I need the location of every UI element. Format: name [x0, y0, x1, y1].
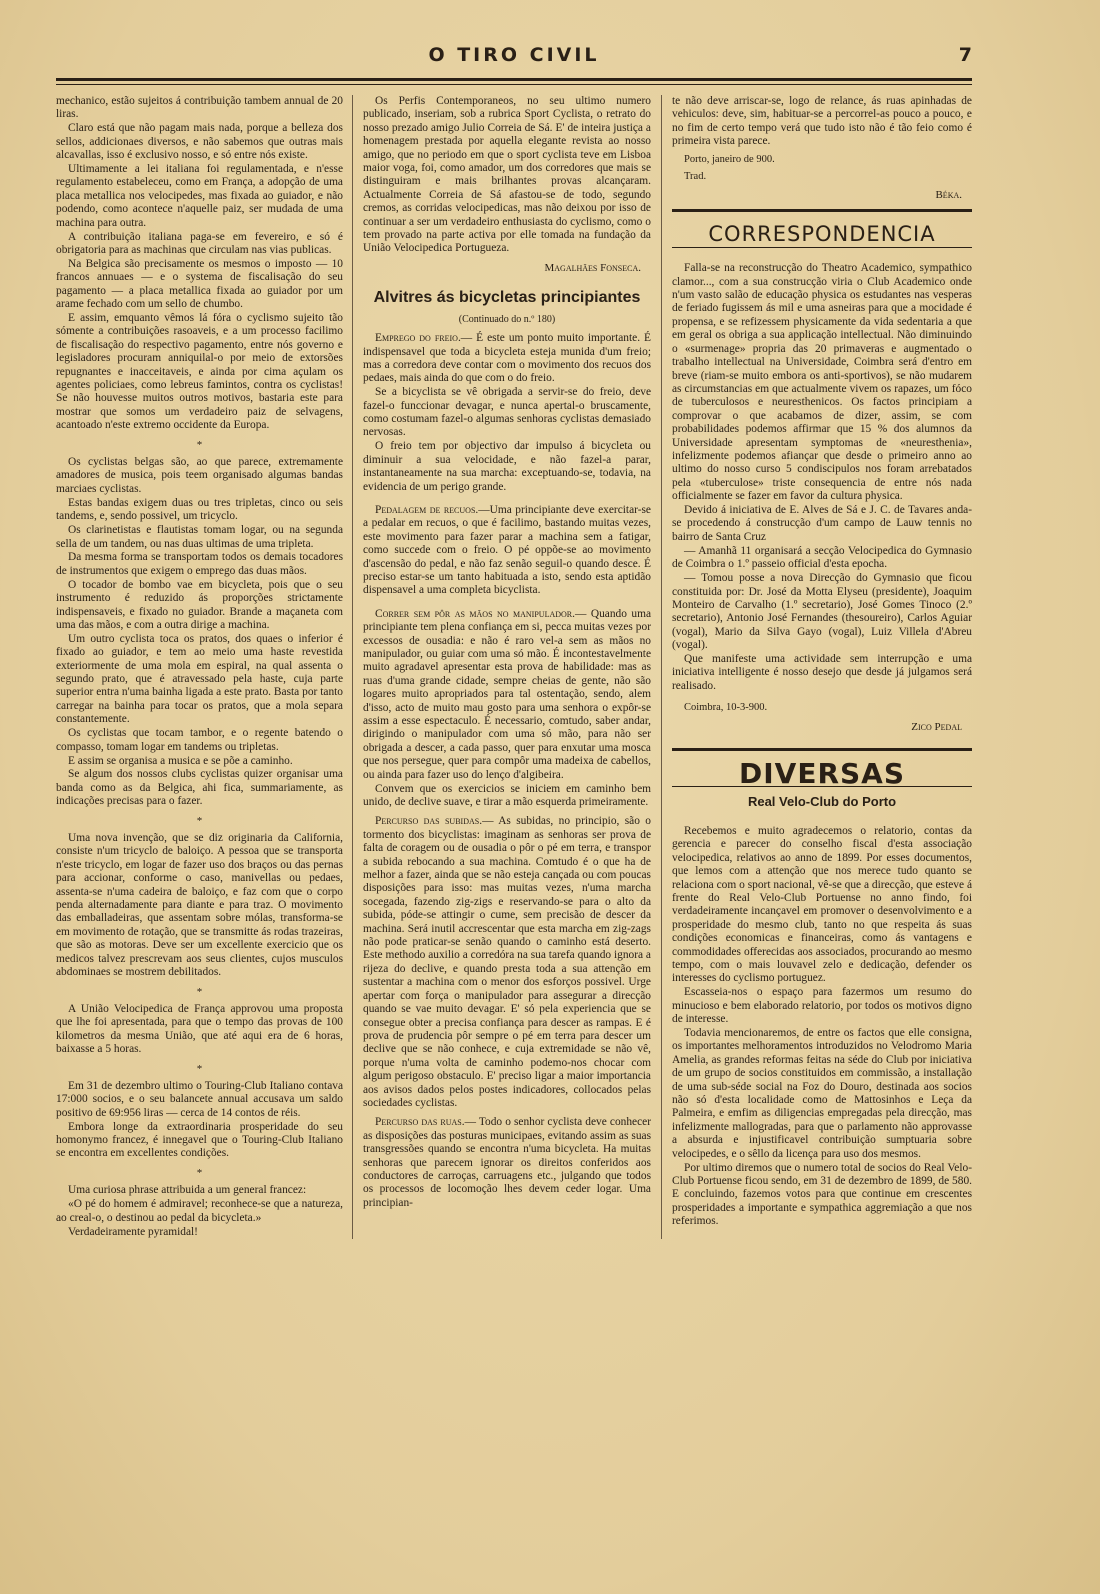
paragraph: Da mesma forma se transportam todos os demais tocadores de instrumentos que exigem o emprego das duas mãos. [56, 551, 343, 577]
paragraph [363, 608, 651, 782]
paragraph: mechanico, estão sujeitos á contribuição tambem annual de 20 liras. [56, 95, 343, 121]
paragraph-lead: Percurso das ruas. [375, 1116, 465, 1129]
paragraph: Se a bicyclista se vê obrigada a servir-se do freio, deve fazel-o funccionar devagar, e nunca apertal-o bruscamente, como costumam fazel-o algumas senhoras cyclistas demasiado nervosas. [363, 386, 651, 439]
paragraph: O tocador de bombo vae em bicycleta, pois que o seu instrumento é reduzido ás proporções strictamente indispensaveis, e fixado no guiador. Brande a maçaneta com uma das mãos, e com a outra dirige a machina. [56, 578, 343, 631]
paragraph: te não deve arriscar-se, logo de relance, ás ruas apinhadas de vehiculos: deve, sim, habituar-se a percorrel-as pouco a pouco, e no fim de certo tempo verá que tudo isto não é tão feio como é primeira vista parece. [672, 95, 972, 148]
section-separator: * [196, 985, 203, 998]
paragraph: Convem que os exercicios se iniciem em caminho bem unido, de declive suave, e tirar a mão esquerda primeiramente. [363, 782, 651, 808]
paragraph-body: — As subidas, no principio, são o tormento dos bicyclistas: imaginam as senhoras ser prova de falta de coragem ou de ousadia o pôr o pé em terra, e transpor a subida rebocando a sua machina. Comtudo é o que ha de melhor a fazer, ainda que se não esteja cançada ou com poucas disposições para isso: mas muitas vezes, n'uma marcha socegada, fazendo zig-zigs e reservando-se para o alto da subida, póde-se attingir o cume, sem precisão de descer da machina. Será inutil accrescentar que esta marcha em zig-zags não pode praticar-se senão quando o caminho está deserto. Este methodo auxilio a corredóra na sua tarefa quando ignora a rijeza do declive, e quando presta toda a sua attenção em sustentar a machina com o menor dos esforços possivel. Urge apertar com força o manipulador para assegurar a direcção quando se vae muito devagar. E' só pela experiencia que se consegue obter a precisa confiança para descer as rampas. E é prova de prudencia pôr sempre o pé em terra para descer um declive que se não conhece, e cuja extremidade se não vê, porque n'uma volta de caminho podemo-nos chocar com algum perigoso obstaculo. E' preciso ligar a maior importancia aos avisos dados pelos postes indicadores, collocados pelas sociedades cyclistas. [363, 815, 651, 1109]
paragraph: Um outro cyclista toca os pratos, dos quaes o inferior é fixado ao guiador, e tem ao meio uma haste revestida exteriormente de uma mola em espiral, na qual assenta o segundo prato, que é atravessado pela haste, cuja parte superior entra n'uma bainha ligada a este prato. Basta por tanto carregar na bainha para tocar os pratos, que a mola separa constantemente. [56, 632, 343, 726]
article-title: Alvitres ás bicycletas principiantes [373, 289, 641, 307]
header-rule [56, 78, 972, 85]
paragraph: Escasseia-nos o espaço para fazermos um resumo do minucioso e bem elaborado relatorio, por todos os motivos digno de interesse. [672, 986, 972, 1026]
paragraph: Verdadeiramente pyramidal! [68, 1225, 198, 1238]
paragraph: A União Velocipedica de França approvou uma proposta que lhe foi apresentada, para que o tempo das provas de 100 kilometros da mesma União, que até aqui era de 6 horas, baixasse a 5 horas. [56, 1002, 343, 1056]
paragraph: Na Belgica são precisamente os mesmos o imposto — 10 francos annuaes — e o systema de fiscalisação do seu pagamento — a placa metallica fixada ao guiador por um arame fechado com um sello de chumbo. [56, 257, 343, 311]
dateline: Coimbra, 10-3-900. [684, 702, 768, 714]
paragraph-lead: Emprego do freio. [375, 332, 461, 345]
paragraph: Ultimamente a lei italiana foi regulamentada, e n'esse regulamento estabeleceu, como em França, a adopção de uma placa metallica nos velocipedes, mas fixada ao guiador, e não podendo, como acontece n'aquelle paiz, ser mudada de uma machina para outra. [56, 163, 343, 229]
columns [56, 95, 972, 1239]
section-heading: CORRESPONDENCIA [708, 221, 936, 246]
author-signature: Béka. [935, 189, 962, 202]
column-1 [56, 95, 352, 1239]
paragraph: Se algum dos nossos clubs cyclistas quizer organisar uma banda como as da Belgica, ahi fica, summariamente, as indicações precisas para o fazer. [56, 768, 343, 808]
paragraph-body: — Quando uma principiante tem plena confiança em si, pecca muitas vezes por excessos de ousadia: e não é raro vel-a sem as mãos no manipulador, ou guiar com uma só mão. É incontestavelmente muito agradavel apresentar esta prova de habilidade: mas as ruas d'uma grande cidade, sempre cheias de gente, não são logares muito apropriados para tal ostentação, sendo, alem d'isso, acto de muito mau gosto para uma senhora o expôr-se assim a esse espectaculo. É necessario, comtudo, saber andar, dirigindo o manipulador com uma só mão, para não ser obrigada a descer, a cada passo, quer para enxutar uma mosca que nos persegue, quer para compôr uma madeixa de cabellos, ou ainda para fazer uso do lenço d'algibeira. [363, 607, 651, 781]
paragraph: Os clarinetistas e flautistas tomam logar, ou na segunda sella de um tandem, ou nas duas ultimas de uma tripleta. [56, 524, 343, 550]
paragraph: A contribuição italiana paga-se em fevereiro, e só é obrigatoria para as machinas que circulam nas vias publicas. [56, 230, 343, 256]
paragraph: Claro está que não pagam mais nada, porque a belleza dos sellos, addicionaes diversos, e não sabemos que outras mais alcavallas, isso é exclusivo nosso, e só entre nós existe. [56, 122, 343, 162]
page-number: 7 [958, 44, 972, 66]
paragraph-lead: Pedalagem de recuos. [375, 503, 479, 516]
paragraph-lead: Correr sem pôr as mãos no manipulador. [375, 607, 575, 620]
author-signature: Zico Pedal [911, 720, 962, 733]
section-separator: * [196, 1062, 203, 1075]
paragraph: Estas bandas exigem duas ou tres tripletas, cinco ou seis tandems, e, sendo possivel, um tricyclo. [56, 496, 343, 523]
section-rule [672, 748, 972, 751]
paragraph: Em 31 de dezembro ultimo o Touring-Club Italiano contava 17:000 socios, e o seu balancete annual accusava um saldo positivo de 69:956 liras — cerca de 14 contos de réis. [56, 1079, 343, 1119]
paragraph-body: —Uma principiante deve exercitar-se a pedalar em recuos, o que é facilimo, bastando muitas vezes, este movimento para fazer parar a machina sem a fatigar, como succede com o freio. O pé oppõe-se ao movimento d'ascensão do pedal, e não faz senão seguil-o quando desce. É preciso estar-se um tanto habituada a isto, sendo esta aptidão dispensavel a uma completa bicyclista. [363, 503, 651, 597]
article-subtitle: (Continuado do n.º 180) [458, 313, 556, 325]
paragraph [363, 504, 651, 598]
paragraph [363, 1116, 651, 1210]
column-3 [662, 95, 972, 1239]
article-title: Real Velo-Club do Porto [747, 794, 897, 810]
translator-note: Trad. [684, 171, 707, 183]
author-signature: Magalhães Fonseca. [544, 261, 641, 274]
paragraph-lead: Percurso das subidas. [375, 815, 483, 828]
paragraph: Recebemos e muito agradecemos o relatorio, contas da gerencia e parecer do conselho fiscal d'esta associação velocipedica, relativos ao anno de 1899. Por esses documentos, que lemos com a attenção que nos merece tudo quanto se relaciona com o sport nacional, vê-se que a direcção, que esteve á frente do Real Velo-Club Portuense no anno findo, foi verdadeiramente incançavel em promover o desenvolvimento e a prosperidade do mesmo club, tanto no que respeita ás suas condições economicas e financeiras, como ás vantagens e commodidades offerecidas aos associados, procurando ao mesmo tempo, com o mais louvavel zelo e dedicação, defender os interesses do cyclismo portuguez. [672, 824, 972, 985]
paragraph-body: — Todo o senhor cyclista deve conhecer as disposições das posturas municipaes, evitando assim as suas transgressões quando se encontra n'uma bicycleta. Ha muitas senhoras que parecem ignorar os direitos conferidos aos conductores de carroças, carruagens etc., julgando que todos os processos de locomoção lhes devem ceder logar. Uma principian- [363, 1116, 651, 1209]
paragraph: Todavia mencionaremos, de entre os factos que elle consigna, os importantes melhoramentos introduzidos no Velodromo Maria Amelia, as grandes reformas feitas na séde do Club por iniciativa de um grupo de socios constituidos em commissão, a installação de uma sub-séde social na Foz do Douro, destinada aos socios não só d'esta localidade como de Mattosinhos e Leça da Palmeira, e emfim as diligencias empregadas pela direcção, mas infelizmente mallogradas, para que o parlamento não approvasse a absurda e injustificavel contribuição sumptuaria sobre velocipedes, e o sêllo da licença para uso dos mesmos. [672, 1026, 972, 1160]
paragraph [363, 815, 651, 1110]
paragraph: Devido á iniciativa de E. Alves de Sá e J. C. de Tavares anda-se procedendo á construcção d'um campo de Lauw tennis no bairro de Santa Cruz [672, 504, 972, 543]
section-rule [672, 209, 972, 212]
paragraph: Falla-se na reconstrucção do Theatro Academico, sympathico clamor..., com a sua construcção viria o Club Academico onde n'um vasto salão de educação physica os estudantes nas vesperas de feriado fugissem ás mil e uma asneiras para que a mocidade é propensa, e se refizessem physicamente da vida sedentaria a que em geral os obriga a sua applicação intellectual. Não diminuindo o «surmenage» propria das 20 primaveras e augmentado o trabalho intellectual na Universidade, Coimbra será d'entro em breve (riam-se muito embora os anti-sportivos), se não mudarem as circumstancias em que actualmente vivem os rapazes, um fóco de tuberculosos e neuresthenicos. Os factos principiam a comprovar o que acabamos de dizer, assim, se com probabilidades podemos affirmar que 15 % dos alumnos da Universidade apresentam symptomas de «neuresthenia», infelizmente podemos afiançar que desde o primeiro anno ao ultimo do nosso curso 5 condiscipulos nos foram arrebatados pela «tuberculose» triste consequencia de entre nós nada officialmente se fazer em favor da cultura physica. [672, 262, 972, 503]
paragraph: E assim, emquanto vêmos lá fóra o cyclismo sujeito tão sómente a contribuições rasoaveis, e a um processo facilimo de fiscalisação do respectivo pagamento, entre nós governo e legisladores procuram anniquilal-o por meio de extorsões repugnantes e inacceitaveis, e ainda por cima açulam os agentes policiaes, como lebreus famintos, contra os cyclistas! Se não houvesse muitos outros motivos, bastaria este para mostrar que somos um verdadeiro paiz de selvagens, acantoado n'este extremo occidente da Europa. [56, 312, 343, 432]
section-heading: DIVERSAS [738, 757, 906, 791]
dateline: Porto, janeiro de 900. [684, 153, 775, 165]
paragraph: Os cyclistas que tocam tambor, e o regente batendo o compasso, tomam logar em tandems ou tripletas. [56, 727, 343, 753]
paragraph: Uma nova invenção, que se diz originaria da California, consiste n'um tricyclo de baloiço. A pessoa que se transporta n'este tricyclo, em logar de fazer uso dos braços ou das pernas para accionar, conforme o caso, manivellas ou pedaes, assenta-se n'uma cadeira de baloiço, e faz com que o corpo penda alternadamente para diante e para traz. O movimento das emballadeiras, que assentam sobre mólas, transforma-se em movimento de rotação, que se transmitte ás rodas trazeiras, que são as motoras. Deve ser um excellente exercicio que os medicos talvez prescrevam aos seus clientes, cujos musculos abdominaes se mostrem debilitados. [56, 832, 343, 979]
paragraph: Embora longe da extraordinaria prosperidade do seu homonymo francez, é innegavel que o Touring-Club Italiano se encontra em excellentes condições. [56, 1120, 343, 1160]
paragraph: Os Perfis Contemporaneos, no seu ultimo numero publicado, inseriam, sob a rubrica Sport Cyclista, o retrato do nosso prezado amigo Julio Correia de Sá. E' de inteira justiça a homenagem prestada por aquella elegante revista ao nosso amigo, que no periodo em que o sport cyclista teve em Lisboa maior voga, foi, como amador, um dos corredores que mais se distinguiram e mais brilhantes provas alcançaram. Actualmente Correia de Sá afastou-se de todo, segundo cremos, as corridas velocipedicas, mas não deixou por isso de continuar a ser um verdadeiro enthusiasta do cyclismo, como o tem provado na parte activa por elle tomada na fundação da União Velocipedica Portugueza. [363, 95, 651, 255]
section-separator: * [196, 1166, 203, 1179]
paragraph-body: — É este um ponto muito importante. É indispensavel que toda a bicycleta esteja munida d'um freio; mas a corredora deve contar com o movimento dos recuos dos pedaes, mais ainda do que com o do freio. [363, 332, 651, 385]
paragraph: Por ultimo diremos que o numero total de socios do Real Velo-Club Portuense ficou sendo, em 31 de dezembro de 1899, de 580. E concluindo, fazemos votos para que continue em crescentes prosperidades a importante e sympathica aggremiação a que nos referimos. [672, 1161, 972, 1228]
paragraph: Que manifeste uma actividade sem interrupção e uma iniciativa intelligente é nosso desejo que desde já julgamos será realisado. [672, 653, 972, 692]
paragraph: Uma curiosa phrase attribuida a um general francez: [68, 1184, 307, 1197]
paragraph: O freio tem por objectivo dar impulso á bicycleta ou diminuir a sua velocidade, e não fazel-a parar, instantaneamente na sua marcha: exceptuando-se, todavia, na evidencia de um perigo grande. [363, 440, 651, 493]
quotation: «O pé do homem é admiravel; reconhece-se que a natureza, ao creal-o, o destinou ao pedal da bicycleta.» [56, 1198, 343, 1224]
paragraph: E assim se organisa a musica e se põe a caminho. [68, 754, 293, 767]
paragraph: — Amanhã 11 organisará a secção Velocipedica do Gymnasio de Coimbra o 1.º passeio official d'esta epocha. [672, 544, 972, 571]
masthead [56, 44, 972, 76]
publication-title: O TIRO CIVIL [428, 44, 600, 66]
paragraph [363, 332, 651, 386]
column-2 [352, 95, 662, 1239]
paragraph: Os cyclistas belgas são, ao que parece, extremamente amadores de musica, pois teem organisado algumas bandas marciaes cyclistas. [56, 456, 343, 495]
section-separator: * [196, 814, 203, 827]
section-separator: * [196, 438, 203, 451]
paragraph: — Tomou posse a nova Direcção do Gymnasio que ficou constituida por: Dr. José da Motta Elyseu (presidente), Joaquim Monteiro de Carvalho (1.º secretario), José Gomes Tinoco (2.º secretario), Antonio José Fernandes (thesoureiro), Carlos Aguiar (vogal), Mario da Silva Gayo (vogal), Luiz Villela d'Abreu (vogal). [672, 572, 972, 652]
section-rule [672, 247, 972, 248]
